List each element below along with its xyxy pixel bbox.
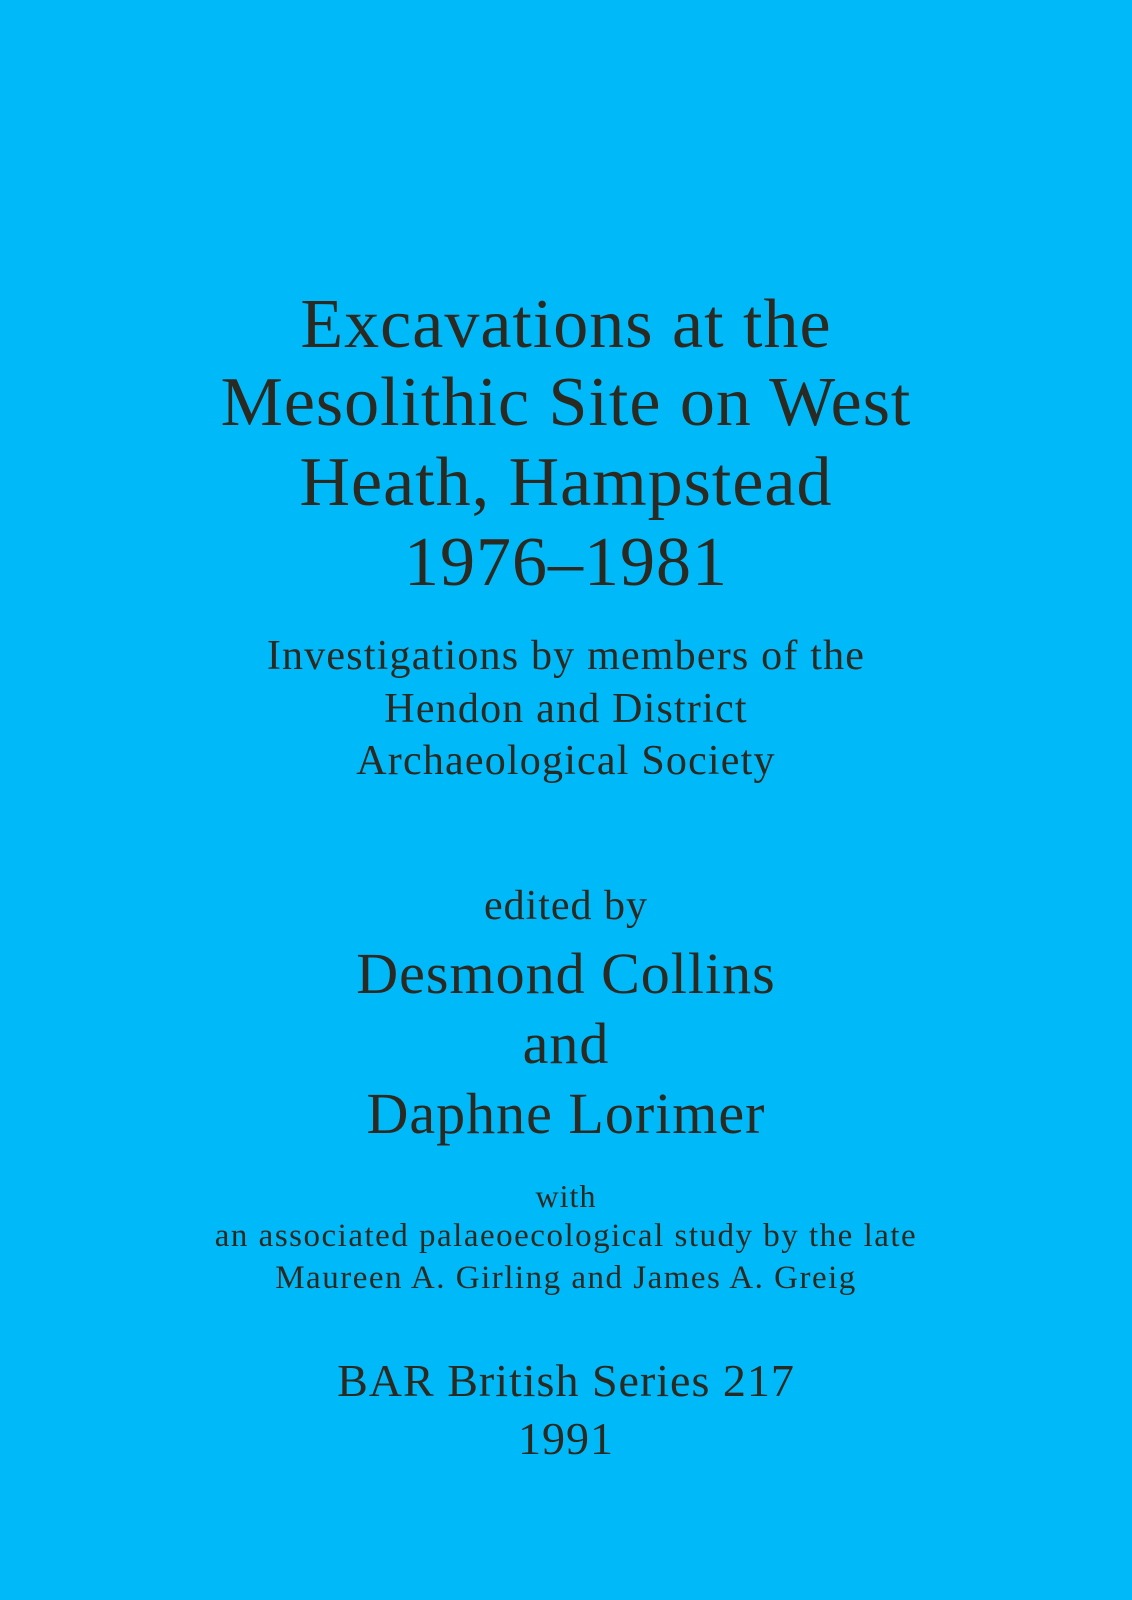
title-line-1: Excavations at the — [300, 286, 832, 363]
editor-conjunction: and — [522, 1011, 610, 1076]
series-title: BAR British Series 217 — [337, 1355, 795, 1406]
publication-year: 1991 — [518, 1413, 614, 1464]
contribution-line-2: Maureen A. Girling and James A. Greig — [275, 1260, 857, 1296]
editor-name-1: Desmond Collins — [356, 941, 776, 1006]
subtitle-line-3: Archaeological Society — [356, 738, 776, 784]
edited-by-label: edited by — [483, 883, 649, 929]
title-line-3: Heath, Hampstead — [299, 444, 833, 521]
subtitle-line-1: Investigations by members of the — [266, 633, 866, 679]
contribution-line-1: an associated palaeoecological study by the late — [214, 1218, 918, 1254]
with-label: with — [535, 1178, 597, 1214]
title-line-2: Mesolithic Site on West — [220, 364, 912, 441]
subtitle-line-2: Hendon and District — [384, 686, 748, 732]
title-line-4: 1976–1981 — [404, 524, 728, 601]
editor-name-2: Daphne Lorimer — [366, 1081, 766, 1146]
